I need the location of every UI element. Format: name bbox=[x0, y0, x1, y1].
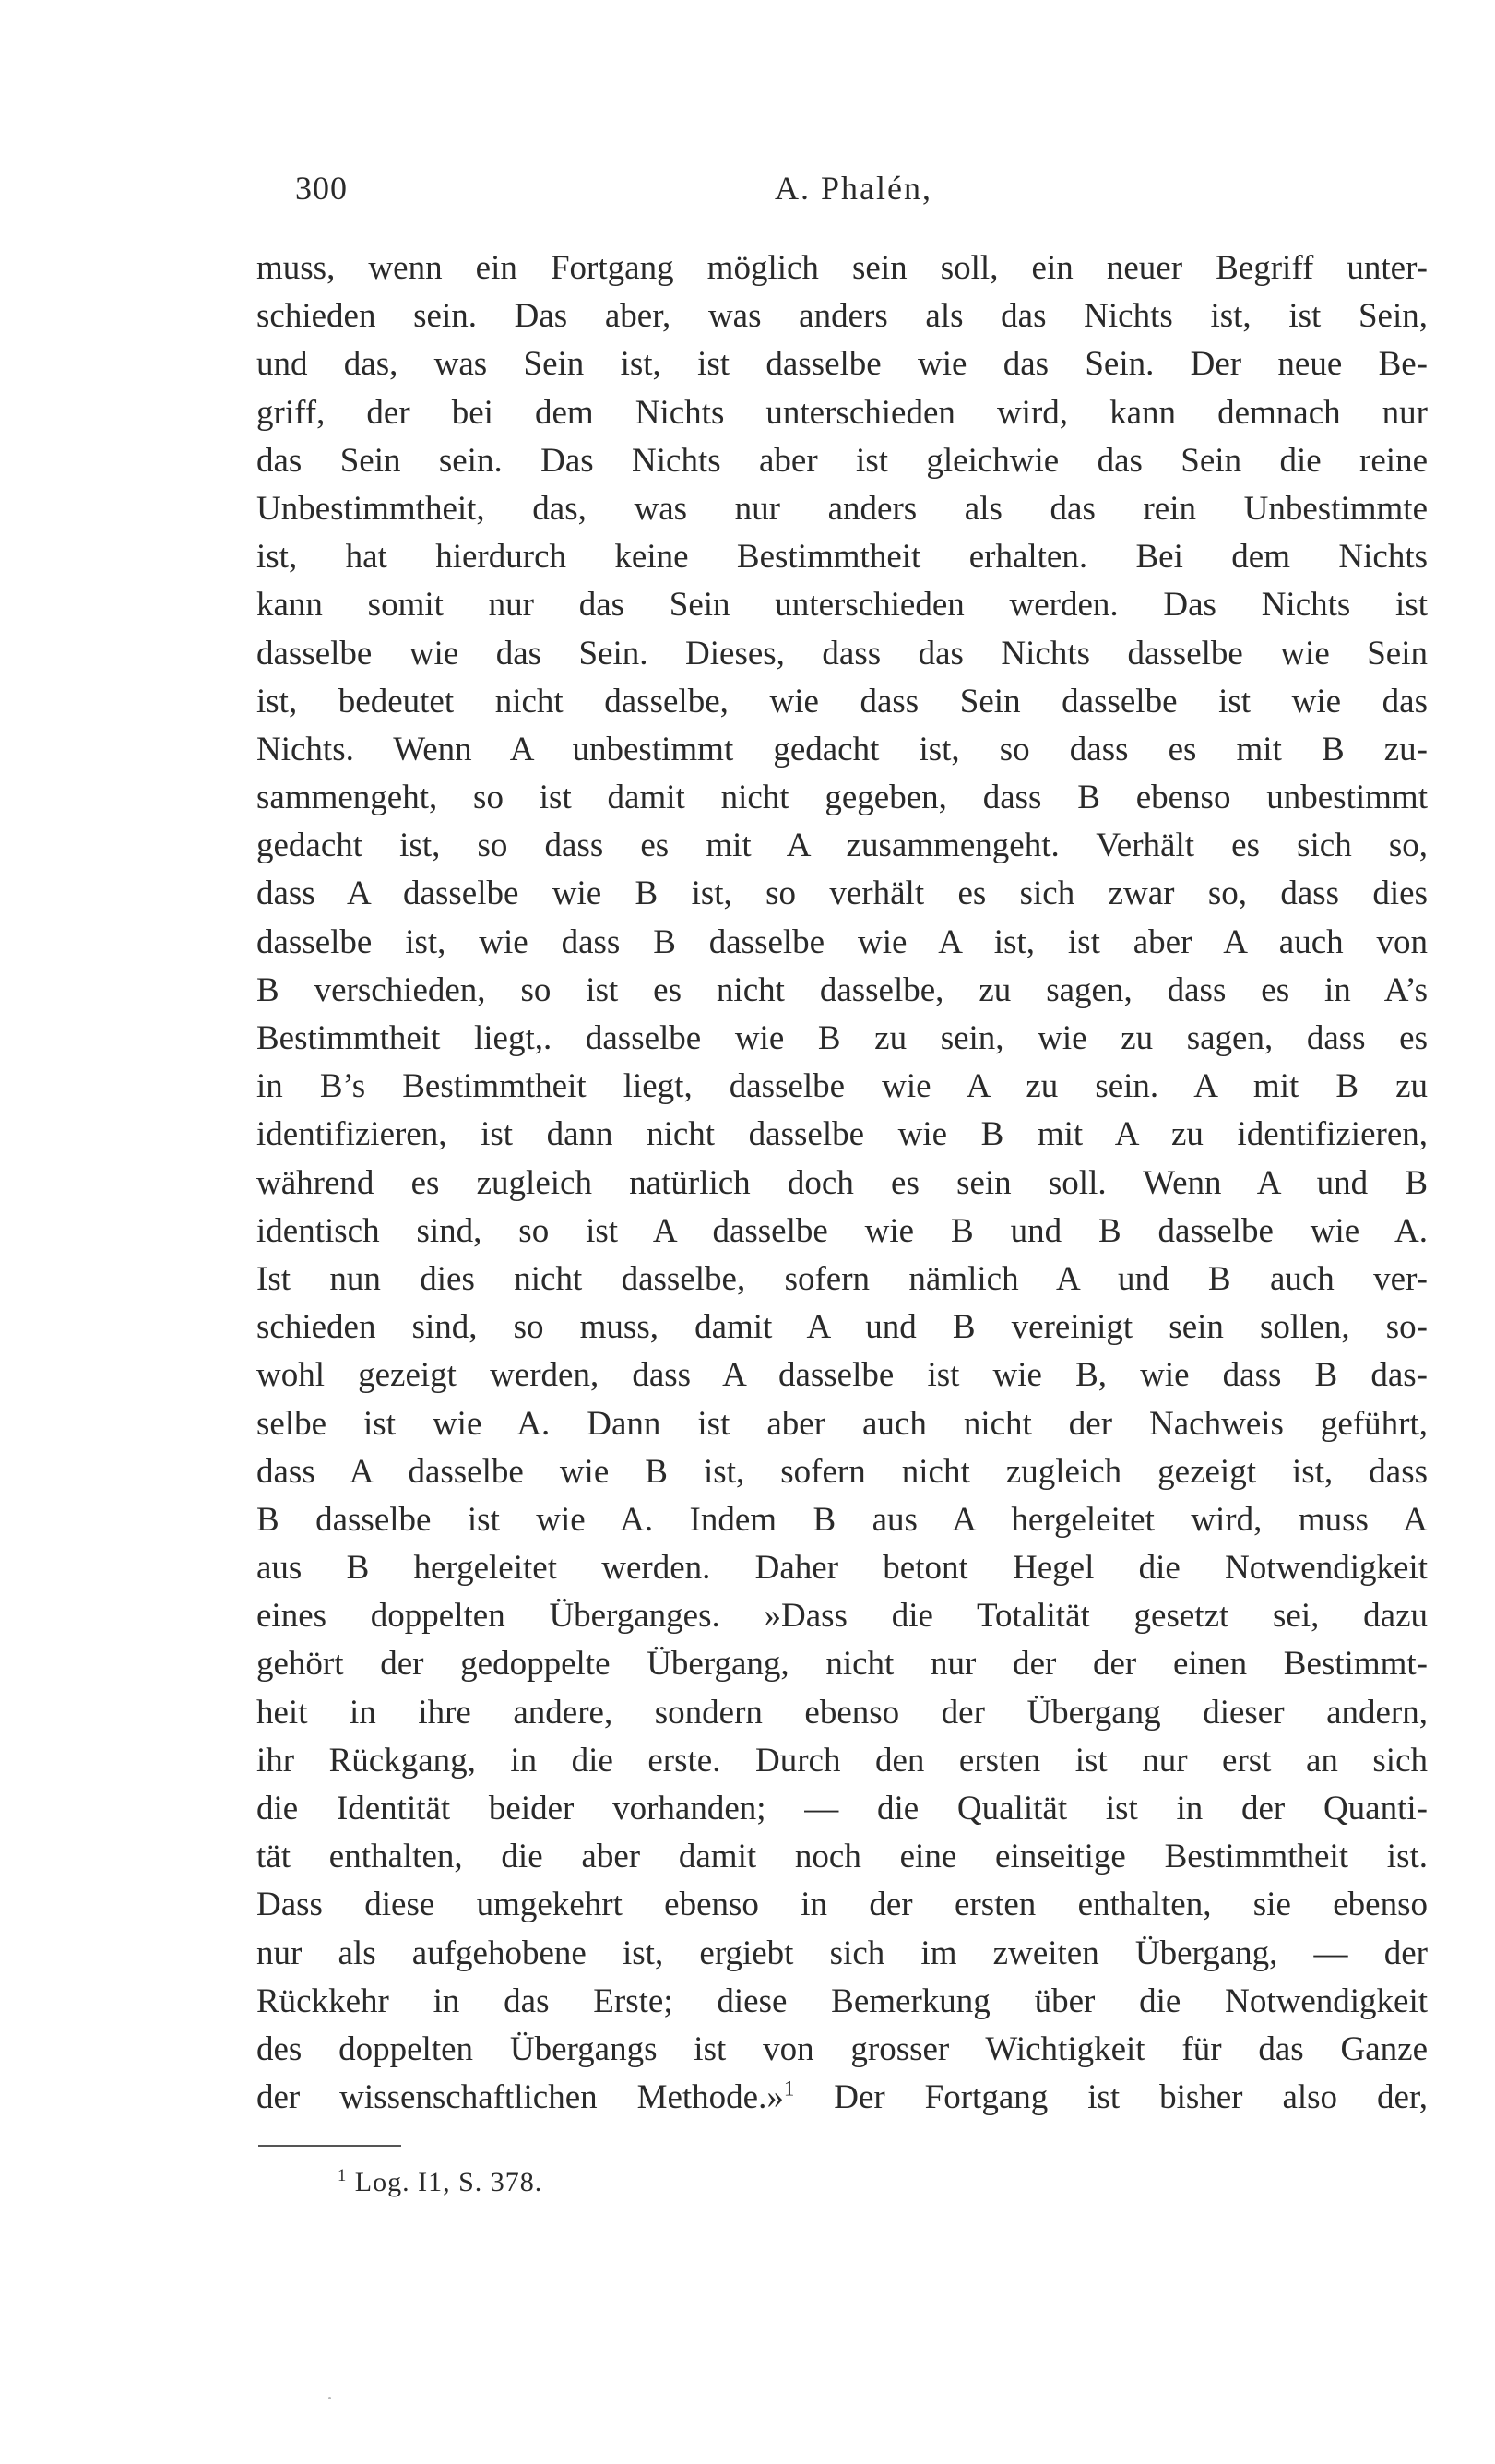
text-line: dass A dasselbe wie B ist, so verhält es sich zwar so, dass dies bbox=[256, 875, 1428, 913]
body-text bbox=[256, 244, 1428, 2122]
text-line: griff, der bei dem Nichts unterschieden wird, kann demnach nur bbox=[256, 393, 1428, 432]
text-line: Rückkehr in das Erste; diese Bemerkung über die Notwendigkeit bbox=[256, 1982, 1428, 2020]
text-line: schieden sein. Das aber, was anders als das Nichts ist, ist Sein, bbox=[256, 297, 1428, 336]
text-line: Nichts. Wenn A unbestimmt gedacht ist, so dass es mit B zu- bbox=[256, 730, 1428, 768]
text-line: gehört der gedoppelte Übergang, nicht nur der der einen Bestimmt- bbox=[256, 1645, 1428, 1684]
text-line: wohl gezeigt werden, dass A dasselbe ist wie B, wie dass B das- bbox=[256, 1356, 1428, 1395]
text-line: eines doppelten Überganges. »Dass die Totalität gesetzt sei, dazu bbox=[256, 1597, 1428, 1636]
text-line: tät enthalten, die aber damit noch eine einseitige Bestimmtheit ist. bbox=[256, 1838, 1428, 1876]
text-line: aus B hergeleitet werden. Daher betont Hegel die Notwendigkeit bbox=[256, 1549, 1428, 1588]
text-line: Unbestimmtheit, das, was nur anders als das rein Unbestimmte bbox=[256, 489, 1428, 528]
text-line: gedacht ist, so dass es mit A zusammengeht. Verhält es sich so, bbox=[256, 827, 1428, 865]
text-line: das Sein sein. Das Nichts aber ist gleichwie das Sein die reine bbox=[256, 441, 1428, 480]
text-line: dasselbe ist, wie dass B dasselbe wie A ist, ist aber A auch von bbox=[256, 923, 1428, 961]
text-line: identisch sind, so ist A dasselbe wie B und B dasselbe wie A. bbox=[256, 1211, 1428, 1250]
footnote bbox=[338, 2164, 542, 2201]
footnote-text: Log. I1, S. 378. bbox=[347, 2167, 543, 2197]
text-line: Bestimmtheit liegt,. dasselbe wie B zu sein, wie zu sagen, dass es bbox=[256, 1019, 1428, 1057]
text-line: in B’s Bestimmtheit liegt, dasselbe wie A zu sein. A mit B zu bbox=[256, 1067, 1428, 1106]
text-line: die Identität beider vorhanden; — die Qualität ist in der Quanti- bbox=[256, 1790, 1428, 1827]
text-line: sammengeht, so ist damit nicht gegeben, dass B ebenso unbestimmt bbox=[256, 779, 1428, 817]
text-after-footnote-ref: Der Fortgang ist bisher also der, bbox=[794, 2078, 1428, 2117]
text-line: ihr Rückgang, in die erste. Durch den ersten ist nur erst an sich bbox=[256, 1741, 1428, 1780]
footnote-divider bbox=[258, 2145, 401, 2147]
text-line: B dasselbe ist wie A. Indem B aus A hergeleitet wird, muss A bbox=[256, 1500, 1428, 1539]
footnote-reference[interactable]: 1 bbox=[783, 2077, 795, 2101]
text-line: identifizieren, ist dann nicht dasselbe wie B mit A zu identifizieren, bbox=[256, 1115, 1428, 1154]
page-header bbox=[295, 161, 959, 216]
text-line: während es zugleich natürlich doch es sein soll. Wenn A und B bbox=[256, 1163, 1428, 1202]
text-line: des doppelten Übergangs ist von grosser Wichtigkeit für das Ganze bbox=[256, 2030, 1428, 2068]
text-line: und das, was Sein ist, ist dasselbe wie das Sein. Der neue Be- bbox=[256, 345, 1428, 384]
text-line: kann somit nur das Sein unterschieden werden. Das Nichts ist bbox=[256, 586, 1428, 625]
text-line: schieden sind, so muss, damit A und B vereinigt sein sollen, so- bbox=[256, 1308, 1428, 1347]
page-number: 300 bbox=[295, 170, 348, 207]
text-before-footnote-ref: der wissenschaftlichen Methode.» bbox=[256, 2078, 784, 2117]
text-line-with-footnote-ref bbox=[256, 2074, 1428, 2122]
text-line: ist, hat hierdurch keine Bestimmtheit erhalten. Bei dem Nichts bbox=[256, 538, 1428, 577]
text-line: dasselbe wie das Sein. Dieses, dass das Nichts dasselbe wie Sein bbox=[256, 634, 1428, 673]
text-line: dass A dasselbe wie B ist, sofern nicht zugleich gezeigt ist, dass bbox=[256, 1452, 1428, 1491]
text-line: muss, wenn ein Fortgang möglich sein soll, ein neuer Begriff unter- bbox=[256, 249, 1428, 287]
text-line: B verschieden, so ist es nicht dasselbe, zu sagen, dass es in A’s bbox=[256, 970, 1428, 1009]
paper-speck bbox=[328, 2397, 331, 2399]
footnote-marker: 1 bbox=[338, 2166, 348, 2185]
text-line: selbe ist wie A. Dann ist aber auch nicht der Nachweis geführt, bbox=[256, 1404, 1428, 1443]
text-line: Dass diese umgekehrt ebenso in der ersten enthalten, sie ebenso bbox=[256, 1886, 1428, 1924]
running-head: A. Phalén, bbox=[775, 170, 932, 207]
text-line: heit in ihre andere, sondern ebenso der Übergang dieser andern, bbox=[256, 1693, 1428, 1732]
text-line: nur als aufgehobene ist, ergiebt sich im zweiten Übergang, — der bbox=[256, 1934, 1428, 1972]
text-line: ist, bedeutet nicht dasselbe, wie dass Sein dasselbe ist wie das bbox=[256, 682, 1428, 720]
text-line: Ist nun dies nicht dasselbe, sofern nämlich A und B auch ver- bbox=[256, 1259, 1428, 1298]
